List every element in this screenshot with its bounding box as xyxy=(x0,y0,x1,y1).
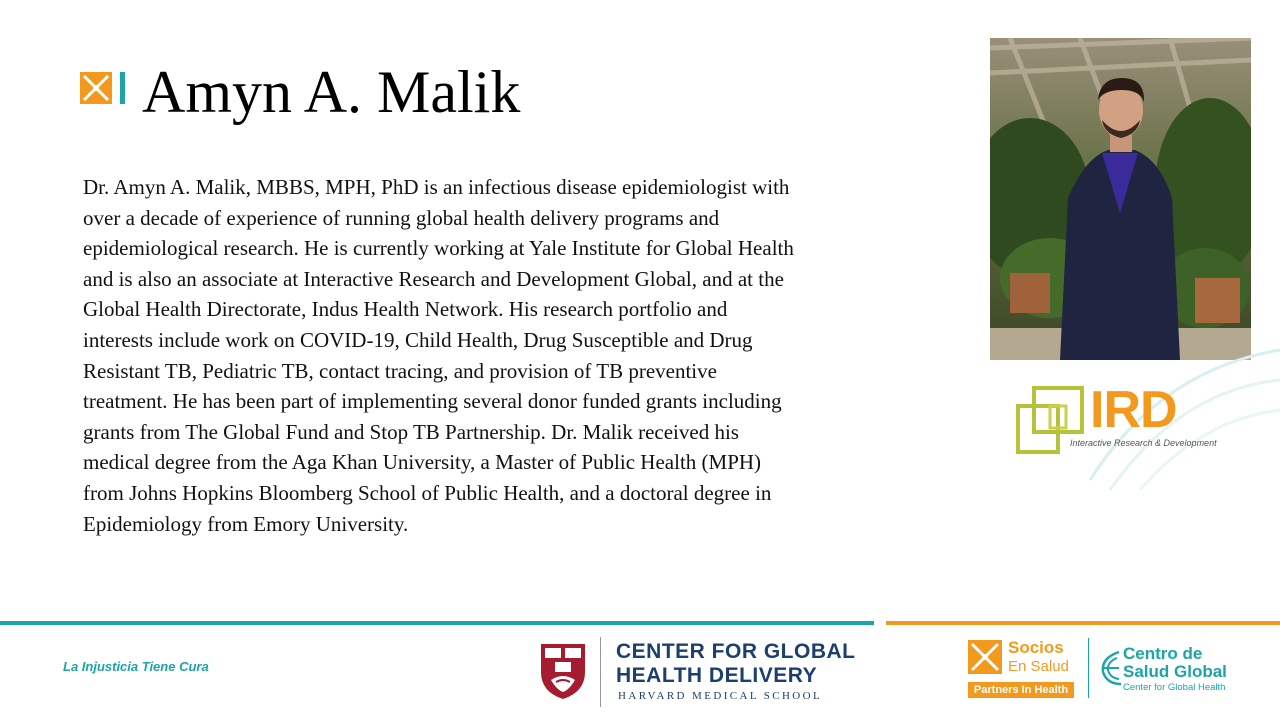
pih-partners-badge: Partners In Health xyxy=(968,682,1074,698)
csg-divider xyxy=(1088,638,1089,698)
pih-mark-icon xyxy=(80,72,112,104)
bio-line: from Johns Hopkins Bloomberg School of Public Health, and a doctoral degree in xyxy=(83,480,772,505)
portrait-photo xyxy=(990,38,1251,360)
cgd-school: HARVARD MEDICAL SCHOOL xyxy=(618,690,823,702)
csg-line-2: Salud Global xyxy=(1123,662,1227,681)
footer-tagline: La Injusticia Tiene Cura xyxy=(63,659,209,674)
harvard-shield-icon xyxy=(539,642,587,700)
bio-line: and is also an associate at Interactive Research and Development Global, and at the xyxy=(83,266,784,291)
ird-logo-text: IRD xyxy=(1090,381,1177,439)
bio-line: Epidemiology from Emory University. xyxy=(83,511,409,536)
bio-line: Dr. Amyn A. Malik, MBBS, MPH, PhD is an infectious disease epidemiologist with xyxy=(83,175,790,199)
bio-line: Resistant TB, Pediatric TB, contact tracing, and provision of TB preventive xyxy=(83,358,717,383)
bio-line: interests include work on COVID-19, Child Health, Drug Susceptible and Drug xyxy=(83,327,753,352)
footer-divider-teal xyxy=(0,621,874,625)
footer-divider-orange xyxy=(886,621,1280,625)
bio-line: over a decade of experience of running global health delivery programs and xyxy=(83,205,720,230)
title-accent-bar xyxy=(120,72,125,104)
csg-subtitle: Center for Global Health xyxy=(1123,682,1226,693)
page-title: Amyn A. Malik xyxy=(142,59,521,125)
bio-line: treatment. He has been part of implementing several donor funded grants including xyxy=(83,389,782,414)
bio-line: grants from The Global Fund and Stop TB Partnership. Dr. Malik received his xyxy=(83,419,739,444)
cgd-line-2: HEALTH DELIVERY xyxy=(616,664,818,687)
bio-line: Global Health Directorate, Indus Health Network. His research portfolio and xyxy=(83,297,728,322)
globe-icon xyxy=(1099,648,1125,688)
bio-line: epidemiological research. He is currently working at Yale Institute for Global Health xyxy=(83,236,794,261)
cgd-divider xyxy=(600,637,601,707)
bio-text xyxy=(83,172,911,539)
pih-logo-icon xyxy=(968,640,1002,674)
ird-logo-subtitle: Interactive Research & Development xyxy=(1070,438,1217,448)
pih-socios: Socios xyxy=(1008,638,1064,657)
pih-en-salud: En Salud xyxy=(1008,658,1069,675)
csg-line-1: Centro de xyxy=(1123,644,1203,663)
cgd-logo-text xyxy=(616,640,916,688)
bio-line: medical degree from the Aga Khan University, a Master of Public Health (MPH) xyxy=(83,450,762,475)
csg-logo-text xyxy=(1123,645,1227,681)
cgd-line-1: CENTER FOR GLOBAL xyxy=(616,640,856,663)
